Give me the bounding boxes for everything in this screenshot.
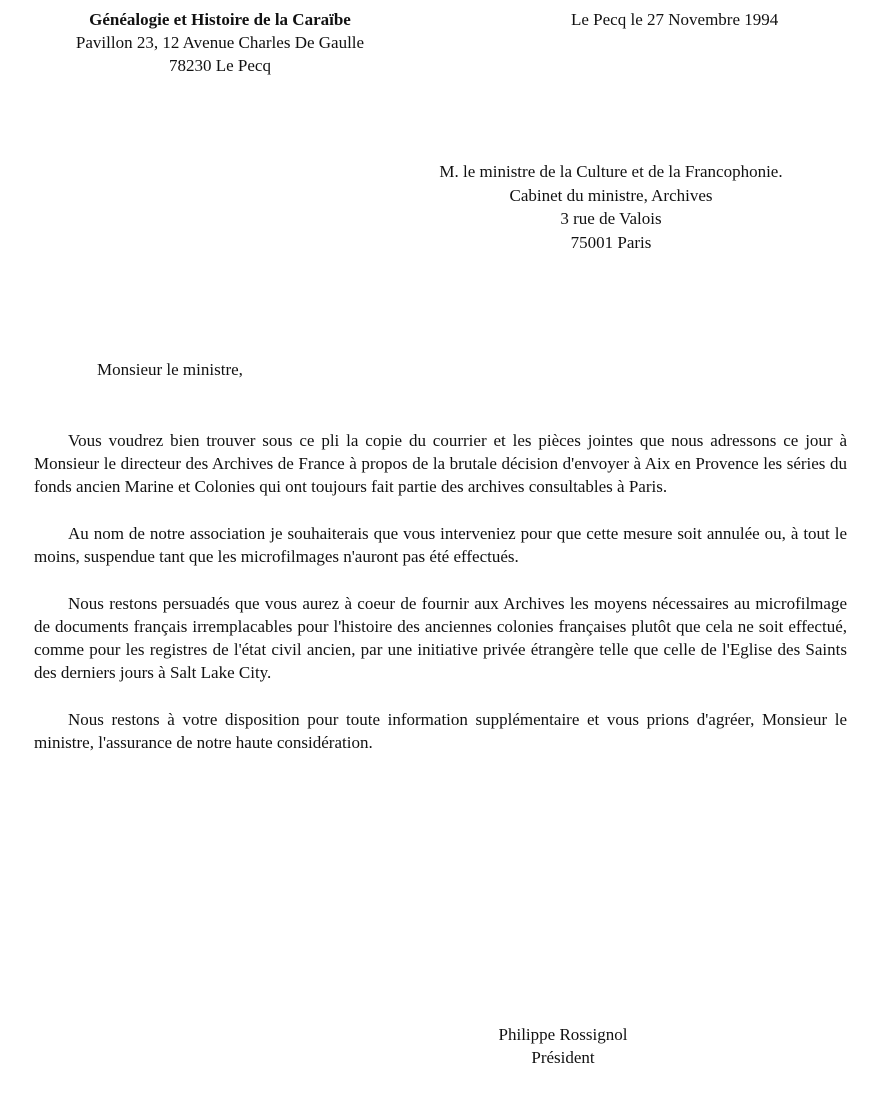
letter-date: Le Pecq le 27 Novembre 1994 <box>571 10 779 29</box>
recipient-line-3: 3 rue de Valois <box>560 209 662 228</box>
recipient-line-1: M. le ministre de la Culture et de la Francophonie. <box>439 162 783 181</box>
salutation: Monsieur le ministre, <box>97 360 243 379</box>
sender-address: Pavillon 23, 12 Avenue Charles De Gaulle <box>75 33 365 52</box>
signatory-name: Philippe Rossignol <box>498 1025 628 1044</box>
body-paragraph-3: Nous restons persuadés que vous aurez à coeur de fournir aux Archives les moyens nécessaires au microfilmage de documents français irremplacables pour l'histoire des anciennes colonies françaises plutôt que cela ne soit effectué, comme pour les registres de l'état civil ancien, par une initiative privée étrangère telle que celle de l'Eglise des Saints des derniers jours à Salt Lake City. <box>34 594 847 682</box>
signature-block <box>478 1023 648 1069</box>
body-paragraph-4: Nous restons à votre disposition pour toute information supplémentaire et vous prions d'agréer, Monsieur le ministre, l'assurance de notre haute considération. <box>34 710 847 752</box>
sender-city: 78230 Le Pecq <box>169 56 271 75</box>
letter-body <box>34 429 847 778</box>
body-paragraph-2: Au nom de notre association je souhaiterais que vous interveniez pour que cette mesure soit annulée ou, à tout le moins, suspendue tant que les microfilmages n'auront pas été effectués. <box>34 524 847 566</box>
body-paragraph-1: Vous voudrez bien trouver sous ce pli la copie du courrier et les pièces jointes que nous adressons ce jour à Monsieur le directeur des Archives de France à propos de la brutale décision d'envoyer à Aix en Provence les séries du fonds ancien Marine et Colonies qui ont toujours fait partie des archives consultables à Paris. <box>34 431 847 496</box>
recipient-line-4: 75001 Paris <box>570 232 652 252</box>
sender-block <box>0 8 440 77</box>
recipient-block <box>388 160 834 254</box>
sender-organization: Généalogie et Histoire de la Caraïbe <box>89 10 351 29</box>
signatory-title: Président <box>531 1048 595 1067</box>
recipient-line-2: Cabinet du ministre, Archives <box>509 185 713 205</box>
